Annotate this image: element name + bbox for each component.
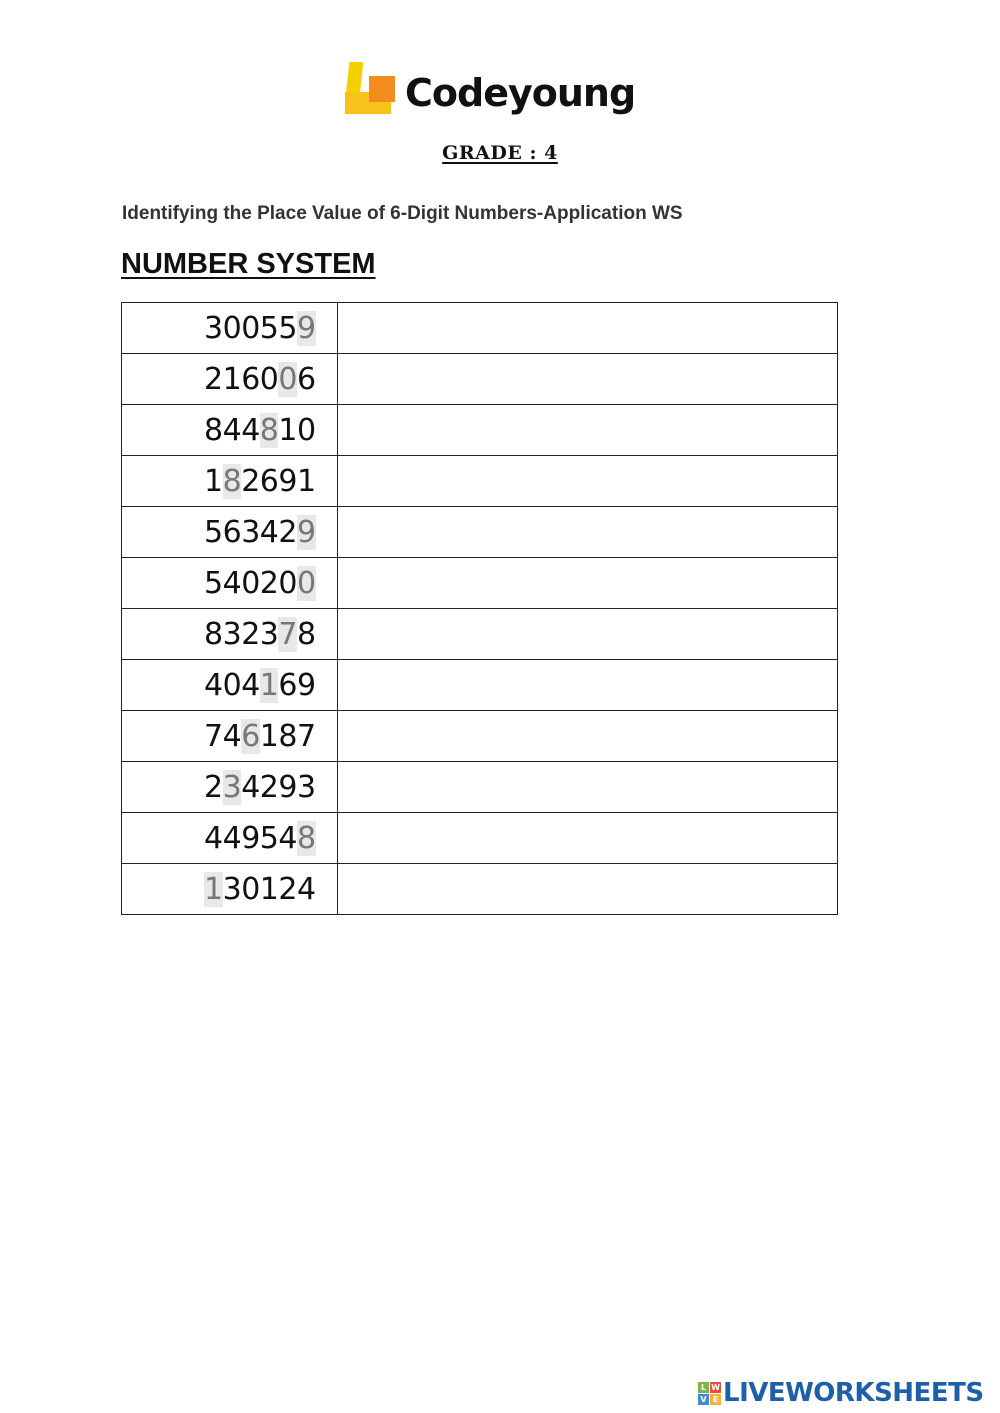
- number-cell: [122, 864, 338, 915]
- digit: 4: [222, 412, 242, 448]
- number-cell: [122, 558, 338, 609]
- codeyoung-logo: [345, 62, 635, 116]
- digit: 4: [296, 871, 317, 907]
- table-row: [122, 813, 838, 864]
- digit: 6: [296, 361, 317, 397]
- digit: 6: [241, 361, 261, 397]
- digit: 5: [204, 565, 224, 601]
- digit: 1: [296, 463, 317, 499]
- digit: 8: [278, 718, 298, 754]
- digit: 0: [278, 565, 298, 601]
- answer-cell[interactable]: [337, 558, 837, 609]
- liveworksheets-brand: LIVEWORKSHEETS: [723, 1378, 984, 1408]
- highlighted-digit: 1: [259, 667, 279, 703]
- worksheet-subtitle: Identifying the Place Value of 6-Digit Numbers-Application WS: [122, 203, 683, 224]
- answer-cell[interactable]: [337, 507, 837, 558]
- digit: 4: [204, 667, 224, 703]
- digit: 4: [204, 820, 224, 856]
- digit: 9: [278, 769, 298, 805]
- highlighted-digit: 1: [204, 871, 224, 907]
- highlighted-digit: 0: [296, 565, 317, 601]
- liveworksheets-logo: [698, 1378, 984, 1408]
- number-cell: [122, 660, 338, 711]
- highlighted-digit: 7: [278, 616, 298, 652]
- answer-cell[interactable]: [337, 354, 837, 405]
- digit: 4: [222, 565, 242, 601]
- table-row: [122, 609, 838, 660]
- digit: 3: [204, 310, 224, 346]
- highlighted-digit: 6: [241, 718, 261, 754]
- table-row: [122, 405, 838, 456]
- brand-name: Codeyoung: [405, 71, 636, 115]
- digit: 2: [241, 463, 261, 499]
- table-row: [122, 660, 838, 711]
- digit: 8: [204, 412, 224, 448]
- digit: 4: [241, 667, 261, 703]
- table-row: [122, 507, 838, 558]
- digit: 4: [222, 718, 242, 754]
- digit: 3: [296, 769, 317, 805]
- number-cell: [122, 507, 338, 558]
- highlighted-digit: 8: [259, 412, 279, 448]
- answer-cell[interactable]: [337, 456, 837, 507]
- digit: 2: [204, 769, 224, 805]
- number-cell: [122, 762, 338, 813]
- digit: 6: [222, 514, 242, 550]
- highlighted-digit: 9: [296, 514, 317, 550]
- table-row: [122, 558, 838, 609]
- digit: 2: [278, 514, 298, 550]
- digit: 1: [204, 463, 224, 499]
- answer-cell[interactable]: [337, 405, 837, 456]
- digit: 3: [259, 616, 279, 652]
- digit: 5: [204, 514, 224, 550]
- digit: 0: [241, 565, 261, 601]
- table-row: [122, 864, 838, 915]
- digit: 7: [204, 718, 224, 754]
- answer-cell[interactable]: [337, 762, 837, 813]
- number-cell: [122, 711, 338, 762]
- table-row: [122, 456, 838, 507]
- number-cell: [122, 813, 338, 864]
- digit: 1: [259, 718, 279, 754]
- digit: 4: [241, 769, 261, 805]
- table-row: [122, 303, 838, 354]
- highlighted-digit: 8: [296, 820, 317, 856]
- answer-cell[interactable]: [337, 609, 837, 660]
- answer-cell[interactable]: [337, 660, 837, 711]
- digit: 0: [259, 361, 279, 397]
- digit: 6: [278, 667, 298, 703]
- digit: 6: [259, 463, 279, 499]
- digit: 1: [259, 871, 279, 907]
- digit: 9: [296, 667, 317, 703]
- answer-cell[interactable]: [337, 864, 837, 915]
- digit: 0: [222, 667, 242, 703]
- codeyoung-logo-mark: [345, 62, 397, 116]
- section-title: NUMBER SYSTEM: [121, 248, 376, 280]
- digit: 2: [259, 769, 279, 805]
- digit: 0: [241, 310, 261, 346]
- number-cell: [122, 456, 338, 507]
- highlighted-digit: 3: [222, 769, 242, 805]
- table-row: [122, 354, 838, 405]
- grade-heading: GRADE : 4: [442, 142, 558, 164]
- answer-cell[interactable]: [337, 711, 837, 762]
- digit: 8: [204, 616, 224, 652]
- digit: 0: [241, 871, 261, 907]
- digit: 1: [278, 412, 298, 448]
- answer-cell[interactable]: [337, 813, 837, 864]
- digit: 5: [259, 820, 279, 856]
- number-cell: [122, 405, 338, 456]
- digit: 7: [296, 718, 317, 754]
- number-cell: [122, 303, 338, 354]
- numbers-table: [121, 302, 838, 915]
- digit: 8: [296, 616, 317, 652]
- highlighted-digit: 9: [296, 310, 317, 346]
- digit: 5: [278, 310, 298, 346]
- digit: 9: [241, 820, 261, 856]
- digit: 4: [278, 820, 298, 856]
- digit: 3: [241, 514, 261, 550]
- highlighted-digit: 0: [278, 361, 298, 397]
- digit: 0: [296, 412, 317, 448]
- digit: 1: [222, 361, 242, 397]
- highlighted-digit: 8: [222, 463, 242, 499]
- number-cell: [122, 354, 338, 405]
- digit: 3: [222, 871, 242, 907]
- answer-cell[interactable]: [337, 303, 837, 354]
- digit: 0: [222, 310, 242, 346]
- digit: 4: [259, 514, 279, 550]
- liveworksheets-icon: L W V E: [698, 1382, 721, 1405]
- digit: 2: [204, 361, 224, 397]
- digit: 4: [222, 820, 242, 856]
- table-row: [122, 762, 838, 813]
- digit: 2: [241, 616, 261, 652]
- table-row: [122, 711, 838, 762]
- digit: 3: [222, 616, 242, 652]
- digit: 9: [278, 463, 298, 499]
- digit: 2: [278, 871, 298, 907]
- number-cell: [122, 609, 338, 660]
- digit: 2: [259, 565, 279, 601]
- digit: 5: [259, 310, 279, 346]
- digit: 4: [241, 412, 261, 448]
